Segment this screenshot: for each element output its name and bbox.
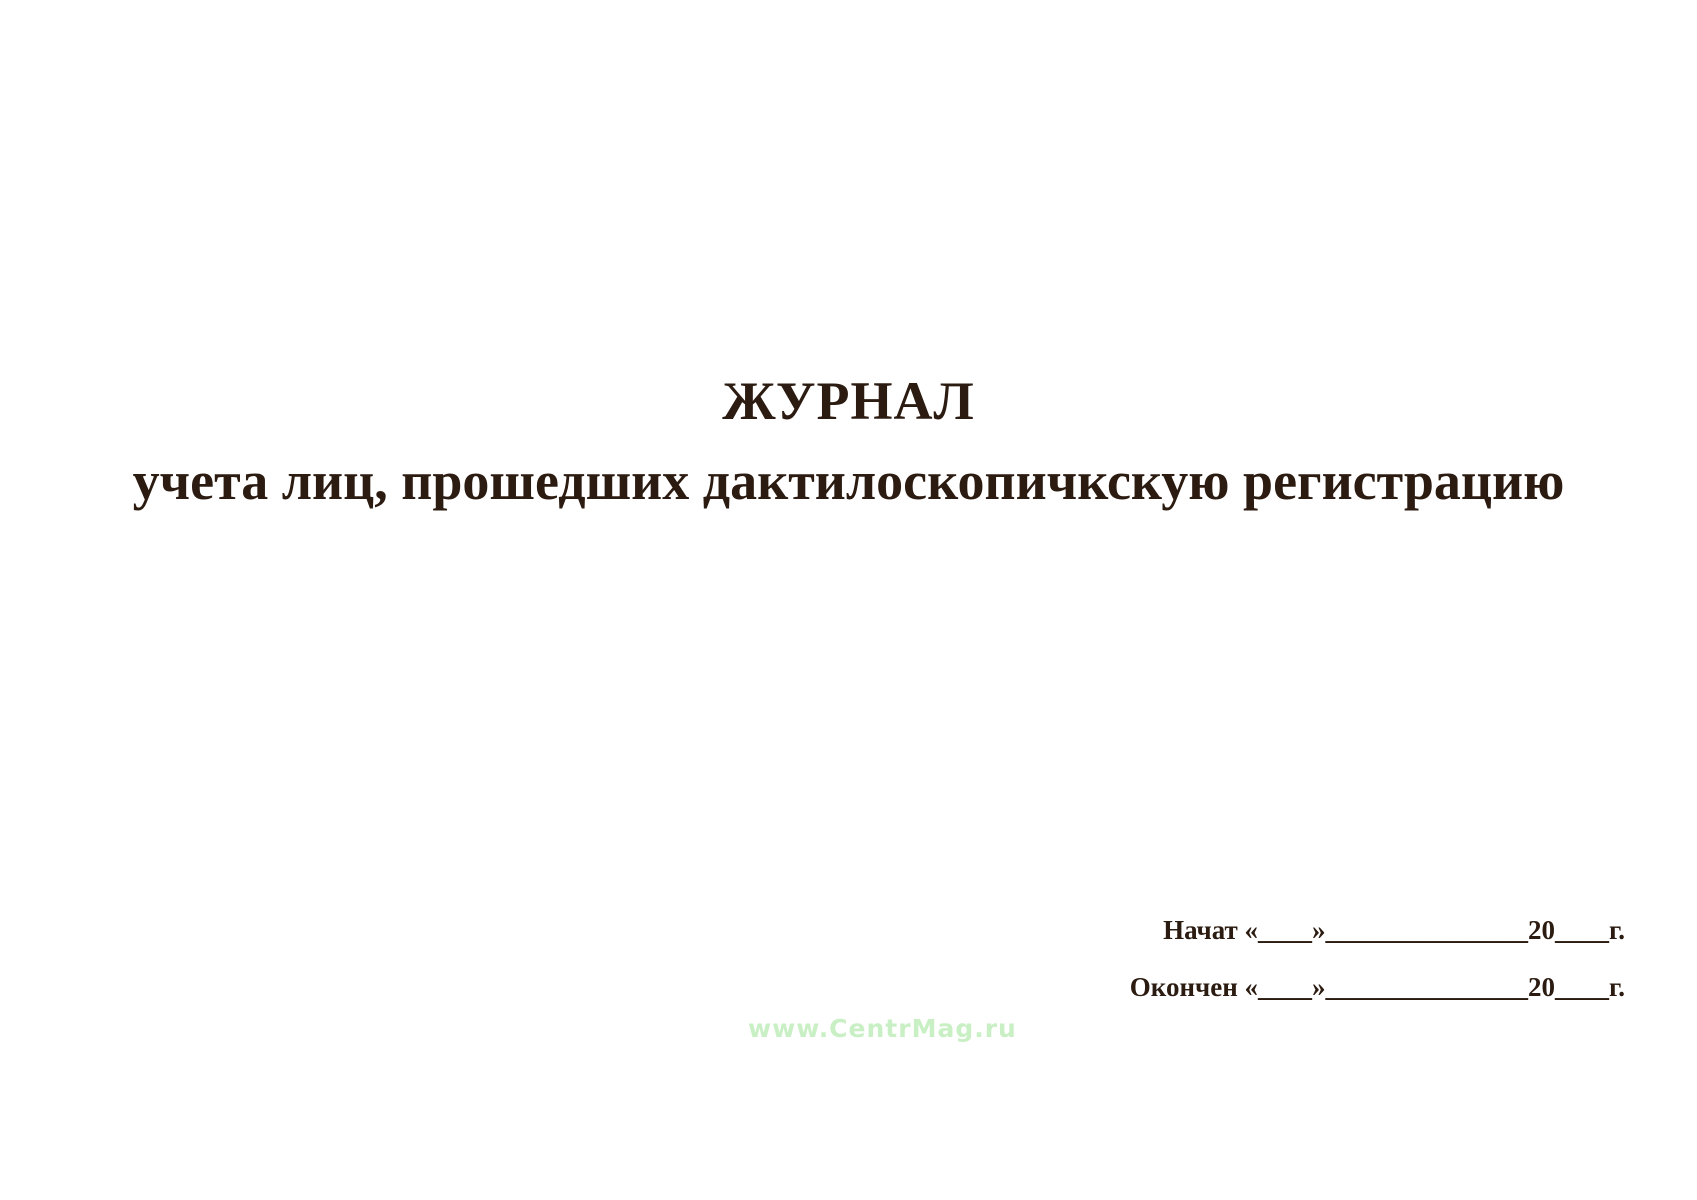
- started-day-blank: ____: [1258, 915, 1313, 945]
- started-year-suffix: г.: [1609, 915, 1625, 945]
- finished-month-blank: _______________: [1325, 972, 1529, 1002]
- started-year-prefix: 20: [1528, 915, 1556, 945]
- page-subtitle: учета лиц, прошедших дактилоскопичкскую регистрацию: [132, 451, 1565, 511]
- started-quote-open: «: [1244, 915, 1259, 945]
- finished-quote-close: »: [1312, 972, 1326, 1002]
- centrmag-watermark: www.CentrMag.ru: [748, 1014, 1017, 1043]
- finished-line: [1130, 969, 1625, 1005]
- started-line: [1130, 912, 1625, 948]
- finished-label: Окончен: [1129, 972, 1245, 1002]
- finished-day-blank: ____: [1258, 972, 1313, 1002]
- finished-quote-open: «: [1244, 972, 1259, 1002]
- finished-year-blank: ____: [1555, 972, 1610, 1002]
- page-title: ЖУРНАЛ: [722, 371, 975, 431]
- date-lines-block: [1130, 912, 1625, 1005]
- started-month-blank: _______________: [1325, 915, 1529, 945]
- started-quote-close: »: [1312, 915, 1326, 945]
- started-year-blank: ____: [1555, 915, 1610, 945]
- started-label: Начат: [1163, 915, 1245, 945]
- finished-year-prefix: 20: [1528, 972, 1556, 1002]
- finished-year-suffix: г.: [1609, 972, 1625, 1002]
